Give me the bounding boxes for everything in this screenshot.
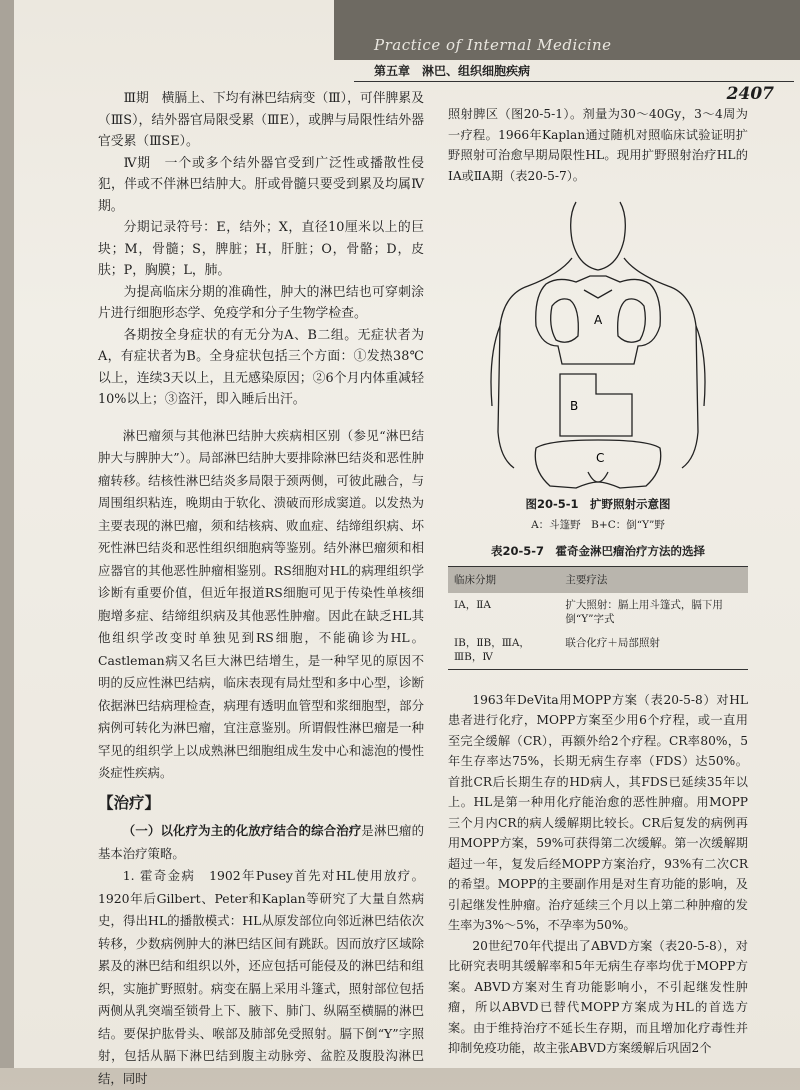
staging-symbols-paragraph: 分期记录符号：E，结外；X，直径10厘米以上的巨块；M，骨髓；S，脾脏；H，肝脏；O，骨骼；D，皮肤；P，胸膜；L，肺。 <box>98 217 424 282</box>
journal-title: Practice of Internal Medicine <box>374 36 612 54</box>
figure-legend: A：斗篷野 B+C：倒“Y”野 <box>448 515 748 536</box>
table-row <box>448 631 748 670</box>
label-a: A <box>594 313 603 327</box>
running-header-bar <box>334 0 800 60</box>
label-c: C <box>596 451 604 465</box>
treatment-section-title: 【治疗】 <box>98 793 424 815</box>
symptom-groups-paragraph: 各期按全身症状的有无分为A、B二组。无症状者为A，有症状者为B。全身症状包括三个方面：①发热38℃以上，连续3天以上，且无感染原因；②6个月内体重减轻10%以上；③盗汗，即入睡后出汗。 <box>98 325 424 411</box>
label-b: B <box>570 399 578 413</box>
treatment-table <box>448 566 748 670</box>
treatment-subtitle-rest: 是淋巴瘤的基本治疗策略。 <box>98 823 424 861</box>
table-header-stage: 临床分期 <box>448 566 559 593</box>
table-title: 表20-5-7 霍奇金淋巴瘤治疗方法的选择 <box>448 541 748 562</box>
right-lung-shield <box>618 299 646 342</box>
left-text-column <box>98 88 424 1090</box>
stage-4-paragraph: Ⅳ期 一个或多个结外器官受到广泛性或播散性侵犯，伴或不伴淋巴结肿大。肝或骨髓只要受到累及均属Ⅳ期。 <box>98 153 424 218</box>
hodgkin-radiotherapy-paragraph: 1. 霍奇金病 1902年Pusey首先对HL使用放疗。1920年后Gilbert、Peter和Kaplan等研究了大量自然病史，得出HL的播散模式：HL从原发部位向邻近淋巴结依次转移，少数病例肿大的淋巴结区间有跳跃。因而放疗区域除累及的淋巴结和组织以外，还应包括可能侵及的淋巴结和组织，实施扩野照射。病变在膈上采用斗篷式，照射部位包括两侧从乳突端至锁骨上下、腋下、肺门、纵隔至横膈的淋巴结。要保护肱骨头、喉部及肺部免受照射。膈下倒“Y”字照射，包括从膈下淋巴结到腹主动脉旁、盆腔及腹股沟淋巴结，同时 <box>98 865 424 1090</box>
stage-3-paragraph: Ⅲ期 横膈上、下均有淋巴结病变（Ⅲ），可伴脾累及（ⅢS），结外器官局限受累（ⅢE），或脾与局限性结外器官受累（ⅢSE）。 <box>98 88 424 153</box>
mopp-paragraph: 1963年DeVita用MOPP方案（表20-5-8）对HL患者进行化疗，MOPP方案至少用6个疗程，或一直用至完全缓解（CR），再额外给2个疗程。CR率80%，5年生存率达75%，长期无病生存率（FDS）达50%。首批CR后长期生存的HD病人，其FDS已延续35年以上。HL是第一种用化疗能治愈的恶性肿瘤。用MOPP三个月内CR的病人缓解期比较长。CR后复发的病例再用MOPP方案，59%可获得第二次缓解。第一次缓解期超过一年，复发后经MOPP方案治疗，93%有二次CR的希望。MOPP的主要副作用是对生育功能的影响，及引起继发性肿瘤。治疗延续三个月以上第二种肿瘤的发生率为3%～5%，不孕率为50%。 <box>448 690 748 936</box>
head-outline <box>571 202 626 270</box>
treatment-subtitle: （一）以化疗为主的化放疗结合的综合治疗 <box>123 823 362 838</box>
abvd-paragraph: 20世纪70年代提出了ABVD方案（表20-5-8），对比研究表明其缓解率和5年无病生存率均优于MOPP方案。ABVD方案对生育功能影响小，不引起继发性肿瘤，所以ABVD已替代MOPP方案成为HL的首选方案。由于维持治疗不延长生存期，而且增加化疗毒性并抑制免疫功能，故主张ABVD方案缓解后巩固2个 <box>448 936 748 1059</box>
table-cell-therapy: 扩大照射：膈上用斗篷式，膈下用倒“Y”字式 <box>559 593 748 631</box>
right-body-outline <box>624 258 698 468</box>
v-marker <box>584 290 612 298</box>
table-cell-stage: ⅠA，ⅡA <box>448 593 559 631</box>
spleen-radiation-paragraph: 照射脾区（图20-5-1）。剂量为30～40Gy，3～4周为一疗程。1966年Kaplan通过随机对照临床试验证明扩野照射可治愈早期局限性HL。现用扩野照射治疗HL的ⅠA或ⅡA期（表20-5-7）。 <box>448 104 748 186</box>
table-cell-therapy: 联合化疗＋局部照射 <box>559 631 748 670</box>
table-row <box>448 593 748 631</box>
torso-diagram <box>448 196 748 492</box>
left-lung-shield <box>551 299 579 342</box>
differential-diagnosis-paragraph: 淋巴瘤须与其他淋巴结肿大疾病相区别（参见“淋巴结肿大与脾肿大”）。局部淋巴结肿大要排除淋巴结炎和恶性肿瘤转移。结核性淋巴结炎多局限于颈两侧，可彼此融合，与周围组织粘连，晚期由于软化、溃破而形成窦道。以发热为主要表现的淋巴瘤，须和结核病、败血症、结缔组织病、坏死性淋巴结炎和恶性组织细胞病等鉴别。结外淋巴瘤须和相应器官的其他恶性肿瘤相鉴别。RS细胞对HL的病理组织学诊断有重要价值，但近年报道RS细胞可见于传染性单核细胞增多症、结缔组织病及其他恶性肿瘤。因此在缺乏HL其他组织学改变时单独见到RS细胞，不能确诊为HL。Castleman病又名巨大淋巴结增生，是一种罕见的原因不明的反应性淋巴结病，临床表现有局灶型和多中心型，诊断依据淋巴结病理检查，病理有透明血管型和浆细胞型，部分病例可转化为淋巴瘤，宜注意鉴别。所谓假性淋巴瘤是一种罕见的组织学上以成熟淋巴细胞组成生发中心和滤泡的慢性炎症性疾病。 <box>98 425 424 785</box>
figure-caption: 图20-5-1 扩野照射示意图 <box>448 494 748 515</box>
lower-left-block <box>98 425 424 1090</box>
pelvic-shield <box>588 472 608 482</box>
page-number: 2407 <box>727 84 774 104</box>
table-cell-stage: ⅠB，ⅡB，ⅢA，ⅢB，Ⅳ <box>448 631 559 670</box>
staging-accuracy-paragraph: 为提高临床分期的准确性，肿大的淋巴结也可穿刺涂片进行细胞形态学、免疫学和分子生物学检查。 <box>98 282 424 325</box>
radiation-field-figure <box>448 196 748 492</box>
right-text-column <box>448 104 748 1059</box>
adjacent-page-edge <box>0 0 14 1068</box>
treatment-strategy-paragraph <box>98 820 424 865</box>
table-header-therapy: 主要疗法 <box>559 566 748 593</box>
chapter-heading: 第五章 淋巴、组织细胞疾病 <box>354 62 794 82</box>
right-lower-block <box>448 690 748 1059</box>
